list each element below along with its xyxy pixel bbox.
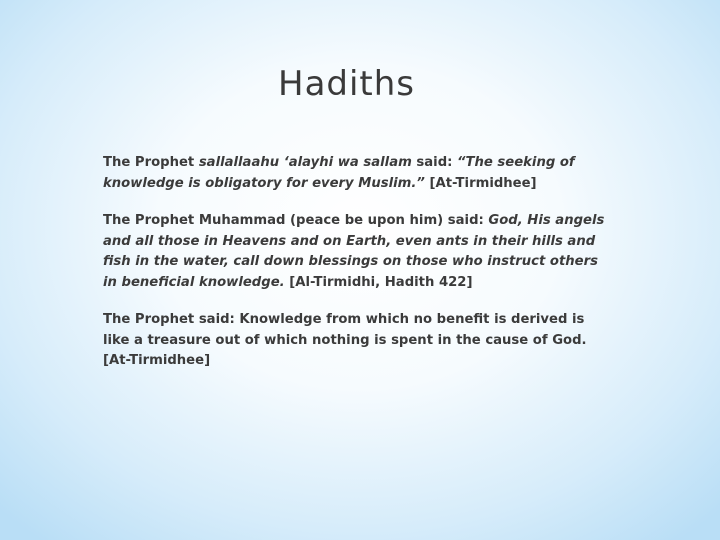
hadith-list: [103, 153, 613, 372]
hadith-2-lead: The Prophet Muhammad (peace be upon him) said:: [103, 213, 489, 228]
hadith-1-citation: [At-Tirmidhee]: [424, 175, 537, 191]
slide-title: Hadiths: [278, 64, 416, 104]
hadith-3: [103, 310, 613, 372]
hadith-2-quote: God, His angels and all those in Heavens and on Earth, even ants in their hills and fish in the water, call down blessings on those who instruct others in beneficial knowledge.: [103, 213, 605, 290]
hadith-3-citation: [At-Tirmidhee]: [103, 353, 211, 368]
hadith-3-text: Knowledge from which no benefit is derived is like a treasure out of which nothing is spent in the cause of God.: [103, 312, 587, 348]
hadith-1-quote: “The seeking of knowledge is obligatory for every Muslim.”: [103, 155, 575, 191]
hadith-1-honorific: sallallaahu ‘alayhi wa sallam: [198, 155, 412, 170]
hadith-1-lead: The Prophet: [103, 155, 199, 170]
hadith-2-citation: [Al-Tirmidhi, Hadith 422]: [284, 274, 473, 290]
hadith-1-said: said:: [411, 155, 458, 170]
hadith-3-lead: The Prophet said:: [103, 312, 240, 327]
hadith-2: [103, 211, 613, 293]
hadith-1: [103, 153, 613, 194]
